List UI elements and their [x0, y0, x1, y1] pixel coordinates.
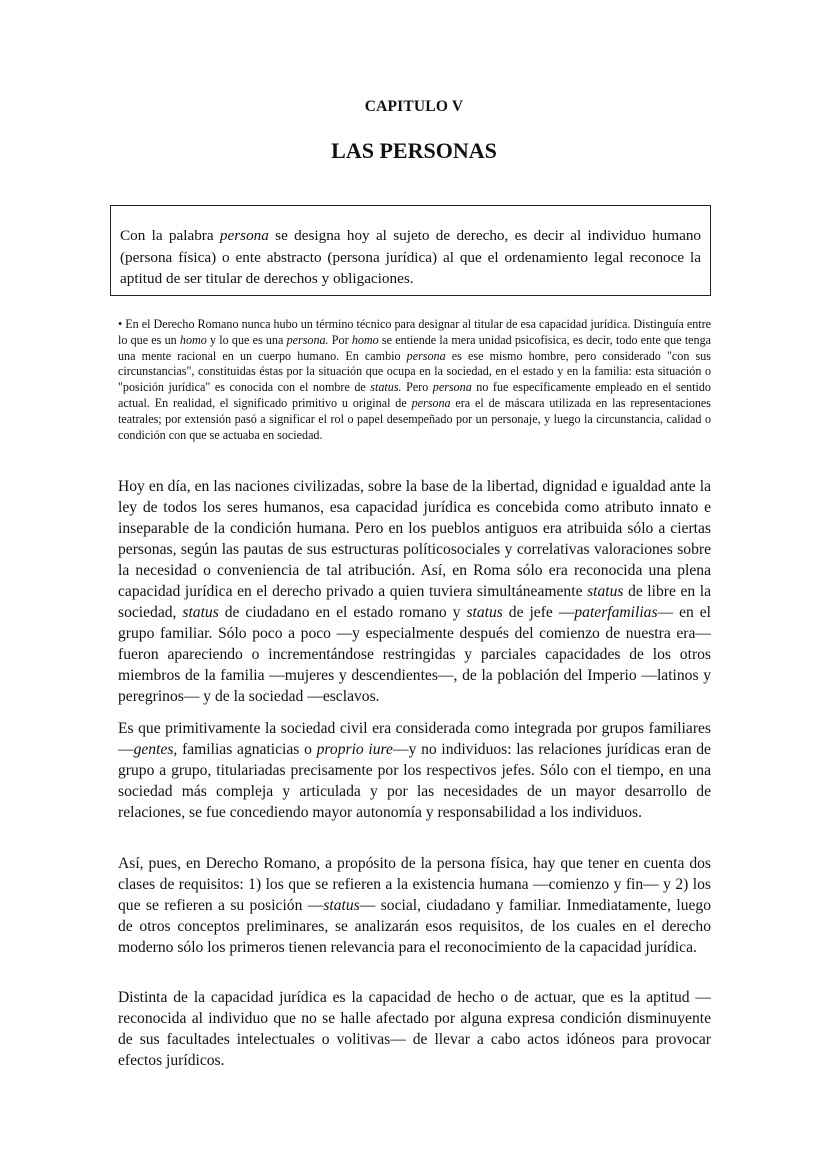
paragraph-text: de jefe — [502, 604, 575, 621]
note-text: no fue específicamente empleado en el sentido actual. En realidad, el significado primitivo u original de [118, 380, 711, 410]
body-paragraph [118, 718, 711, 823]
paragraph-text: — en el grupo familiar. Sólo poco a poco —y especialmente después del comienzo de nuestra era— fueron apareciendo o incrementándose restringidas y parciales capacidades de los otros miembros de la familia —mujeres y descendientes—, de la población del Imperio —latinos y peregrinos— y de la sociedad —esclavos. [118, 604, 712, 705]
note-text: y lo que es una [206, 332, 287, 347]
chapter-heading: CAPITULO V [364, 98, 464, 115]
body-paragraph [118, 987, 711, 1071]
paragraph-text: — social, ciudadano y familiar. Inmediatamente, luego de otros conceptos preliminares, se analizarán esos requisitos, de los cuales en el derecho moderno sólo los primeros tienen relevancia para el reconocimiento de la capacidad jurídica. [118, 897, 712, 956]
definition-text: se designa hoy al sujeto de derecho, es decir al individuo humano (persona física) o ente abstracto (persona jurídica) al que el ordenamiento legal reconoce la aptitud de ser titular de derechos y obligaciones. [120, 227, 702, 287]
paragraph-text: familias agnaticias o [177, 741, 317, 758]
paragraph-term: paterfamilias [574, 604, 658, 621]
paragraph-text: Es que primitivamente la sociedad civil era considerada como integrada por grupos familiares — [118, 720, 711, 758]
paragraph-term: status [466, 604, 503, 621]
note-text: era el de máscara utilizada en las representaciones teatrales; por extensión pasó a significar el rol o papel desempeñado por un personaje, y luego la circunstancia, calidad o condición con que se actuaba en sociedad. [118, 395, 711, 442]
paragraph-term: status [182, 604, 219, 621]
paragraph-term: status [587, 583, 624, 600]
paragraph-text: Distinta de la capacidad jurídica es la capacidad de hecho o de actuar, que es la aptitud —reconocida al individuo que no se halle afectado por alguna expresa condición disminuyente de sus facultades intelectuales o volitivas— de llevar a cabo actos idóneos para provocar efectos jurídicos. [118, 989, 711, 1069]
note-text: • En el Derecho Romano nunca hubo un término técnico para designar al titular de esa capacidad jurídica. Distinguía entre lo que es un [118, 317, 711, 347]
paragraph-text: Hoy en día, en las naciones civilizadas, sobre la base de la libertad, dignidad e igualdad ante la ley de todos los seres humanos, esa capacidad jurídica es concebida como atributo innato e inseparable de la condición humana. Pero en los pueblos antiguos era atribuida sólo a ciertas personas, según las pautas de sus estructuras políticosociales y correlativas valoraciones sobre la necesidad o conveniencia de tal atribución. Así, en Roma sólo era reconocida una plena capacidad jurídica en el derecho privado a quien tuviera simultáneamente [118, 478, 711, 600]
body-paragraph [118, 853, 711, 958]
paragraph-text: —y no individuos: las relaciones jurídicas eran de grupo a grupo, titulariadas precisamente por los respectivos jefes. Sólo con el tiempo, en una sociedad más compleja y articulada y por las necesidades de un mayor desarrollo de relaciones, se fue concediendo mayor autonomía y responsabilidad a los individuos. [118, 741, 711, 821]
paragraph-term: gentes, [133, 741, 178, 758]
note-term: persona [432, 380, 472, 395]
paragraph-text: Así, pues, en Derecho Romano, a propósito de la persona física, hay que tener en cuenta dos clases de requisitos: 1) los que se refieren a la existencia humana —comienzo y fin— y 2) los que se refieren a su posición — [118, 855, 711, 914]
note-term: persona [406, 348, 446, 363]
definition-box [110, 205, 711, 296]
paragraph-term: proprio iure [316, 741, 393, 758]
note-text: se entiende la mera unidad psicofísica, es decir, todo ente que tenga una mente racional en un cuerpo humano. En cambio [118, 332, 712, 363]
paragraph-text: de ciudadano en el estado romano y [218, 604, 467, 621]
note-term: persona. [286, 332, 329, 347]
definition-term: persona [219, 227, 269, 244]
page-title: LAS PERSONAS [331, 138, 497, 163]
note-text: es ese mismo hombre, pero considerado "con sus circunstancias", constituidas éstas por la situación que ocupa en la sociedad, en el estado y en la familia: esta situación o "posición jurídica" es conocida con el nombre de [118, 348, 711, 395]
historical-note [118, 317, 711, 443]
body-paragraph [118, 476, 711, 707]
note-text: Por [328, 332, 352, 347]
paragraph-text: de libre en la sociedad, [118, 583, 711, 621]
paragraph-term: status [323, 897, 360, 914]
note-term: persona [411, 395, 451, 410]
note-term: homo [179, 332, 207, 347]
note-term: homo [351, 332, 379, 347]
definition-text: Con la palabra [120, 227, 220, 244]
note-term: status. [370, 380, 402, 395]
note-text: Pero [401, 380, 433, 395]
